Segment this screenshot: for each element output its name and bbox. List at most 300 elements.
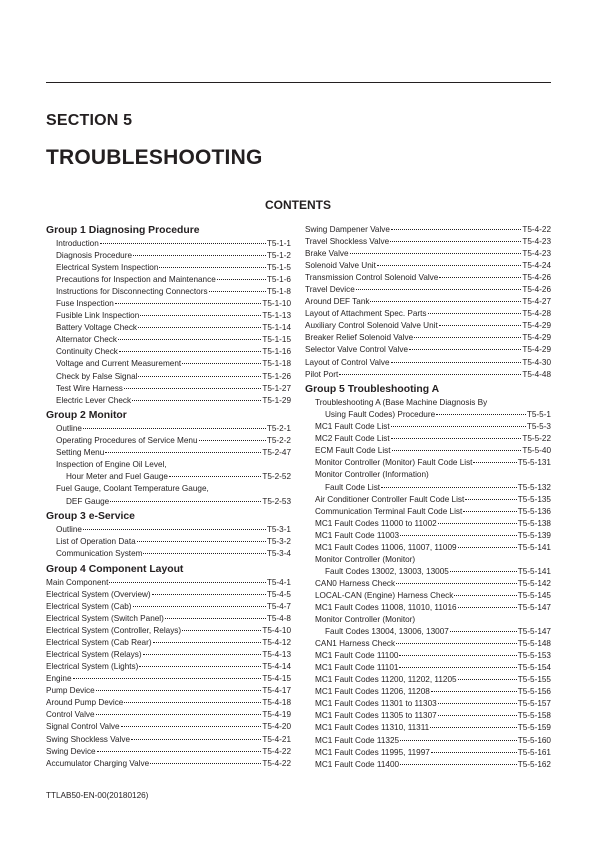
toc-entry-title: DEF Gauge <box>66 496 110 506</box>
dot-leader <box>137 541 266 542</box>
toc-entry-page: T5-1-8 <box>266 287 291 297</box>
toc-entry[interactable] <box>305 457 551 469</box>
toc-entry-title: Electric Lever Check <box>56 395 132 405</box>
toc-entry-page: T5-1-1 <box>266 239 291 248</box>
toc-entry-title: Swing Shockless Valve <box>46 734 131 744</box>
toc-entry-page: T5-5-3 <box>526 422 551 432</box>
toc-entry[interactable] <box>305 578 551 590</box>
toc-entry-title: Using Fault Codes) Procedure <box>325 410 436 420</box>
toc-entry-title: Test Wire Harness <box>56 383 123 393</box>
dot-leader <box>133 606 266 607</box>
toc-entry-title: MC1 Fault Code 11101 <box>315 663 399 673</box>
toc-entry-text: Inspection of Engine Oil Level, <box>56 460 167 470</box>
toc-entry-title: Around DEF Tank <box>305 297 370 307</box>
dot-leader <box>97 751 262 752</box>
toc-entry-page: T5-5-148 <box>517 639 551 649</box>
toc-entry[interactable] <box>305 236 551 248</box>
toc-entry-title: Outline <box>56 424 82 434</box>
toc-entry-title: MC1 Fault Code 11003 <box>315 530 400 540</box>
dot-leader <box>436 414 526 415</box>
toc-entry[interactable] <box>305 698 551 710</box>
dot-leader <box>391 426 526 427</box>
toc-entry[interactable] <box>46 548 291 560</box>
toc-entry-page: T5-4-5 <box>266 589 291 599</box>
dot-leader <box>392 450 522 451</box>
dot-leader <box>121 726 262 727</box>
toc-entry-title: Setting Menu <box>56 448 105 458</box>
toc-entry[interactable] <box>305 284 551 296</box>
dot-leader <box>110 501 261 502</box>
toc-entry-page: T5-5-136 <box>517 506 551 516</box>
toc-entry[interactable] <box>305 224 551 236</box>
toc-entry-title: Signal Control Valve <box>46 722 120 732</box>
toc-entry-title: Pump Device <box>46 686 95 696</box>
toc-group-heading: Group 4 Component Layout <box>46 563 184 575</box>
toc-entry-page: T5-2-47 <box>262 448 291 458</box>
dot-leader <box>458 607 517 608</box>
toc-entry[interactable] <box>46 734 291 746</box>
toc-entry[interactable] <box>305 357 551 369</box>
toc-entry-page: T5-4-27 <box>522 297 551 307</box>
toc-entry[interactable] <box>305 686 551 698</box>
toc-entry-title: Layout of Attachment Spec. Parts <box>305 309 427 319</box>
dot-leader <box>430 727 517 728</box>
toc-entry-page: T5-5-161 <box>517 747 551 757</box>
toc-entry[interactable] <box>305 421 551 433</box>
toc-entry[interactable] <box>46 298 291 310</box>
dot-leader <box>209 291 266 292</box>
toc-entry-page: T5-5-153 <box>517 651 551 661</box>
toc-entry-title: Monitor Controller (Monitor) Fault Code List <box>315 458 473 468</box>
dot-leader <box>182 363 261 364</box>
toc-entry[interactable] <box>46 673 291 685</box>
toc-entry-page: T5-4-26 <box>522 273 551 283</box>
toc-entry[interactable] <box>305 662 551 674</box>
dot-leader <box>83 428 266 429</box>
toc-entry[interactable] <box>46 334 291 346</box>
dot-leader <box>118 339 261 340</box>
toc-entry[interactable] <box>305 590 551 602</box>
toc-entry-title: Fault Code List <box>325 482 381 492</box>
toc-entry-page: T5-1-6 <box>266 275 291 285</box>
toc-entry-text: Monitor Controller (Monitor) <box>315 554 416 564</box>
toc-entry[interactable] <box>305 506 551 518</box>
dot-leader <box>400 740 517 741</box>
toc-entry-title: Electrical System (Cab) <box>46 602 132 611</box>
toc-entry-page: T5-4-19 <box>262 710 291 720</box>
toc-entry[interactable] <box>46 383 291 395</box>
toc-entry[interactable] <box>46 746 291 758</box>
dot-leader <box>199 440 266 441</box>
toc-entry[interactable] <box>305 530 551 542</box>
dot-leader <box>390 241 521 242</box>
toc-entry-title: ECM Fault Code List <box>315 446 391 456</box>
toc-entry-title: CAN0 Harness Check <box>315 578 396 588</box>
toc-entry-title: MC1 Fault Code List <box>315 422 390 432</box>
toc-entry[interactable] <box>46 371 291 383</box>
toc-entry-title: Transmission Control Solenoid Valve <box>305 273 439 283</box>
toc-entry[interactable] <box>46 721 291 733</box>
toc-entry-title: Voltage and Current Measurement <box>56 359 182 369</box>
toc-entry-title: Auxiliary Control Solenoid Valve Unit <box>305 321 438 331</box>
toc-entry-title: MC1 Fault Codes 11995, 11997 <box>315 747 430 757</box>
toc-entry-page: T5-5-158 <box>517 711 551 721</box>
toc-entry[interactable] <box>305 445 551 457</box>
toc-entry-page: T5-4-13 <box>262 650 291 660</box>
toc-entry[interactable] <box>46 286 291 298</box>
toc-entry-page: T5-4-15 <box>262 674 291 684</box>
dot-leader <box>96 690 262 691</box>
toc-entry[interactable] <box>46 423 291 435</box>
toc-entry[interactable] <box>305 332 551 344</box>
toc-entry-page: T5-2-52 <box>262 472 291 482</box>
toc-entry[interactable] <box>305 650 551 662</box>
toc-entry-title: MC1 Fault Codes 11000 to 11002 <box>315 518 437 528</box>
toc-entry[interactable] <box>46 274 291 286</box>
toc-entry[interactable] <box>46 637 291 649</box>
toc-entry-page: T5-5-22 <box>522 434 551 444</box>
toc-entry[interactable] <box>46 250 291 262</box>
dot-leader <box>396 643 517 644</box>
toc-entry-title: MC1 Fault Code 11400 <box>315 759 400 769</box>
dot-leader <box>438 523 517 524</box>
dot-leader <box>431 752 517 753</box>
toc-entry-page: T5-5-162 <box>517 759 551 769</box>
toc-entry-title: Brake Valve <box>305 249 349 259</box>
toc-entry-title: Electrical System Inspection <box>56 263 159 273</box>
toc-entry[interactable] <box>305 518 551 530</box>
dot-leader <box>124 702 261 703</box>
dot-leader <box>381 487 517 488</box>
toc-entry-title: Layout of Control Valve <box>305 357 390 367</box>
toc-entry-title: Battery Voltage Check <box>56 323 138 333</box>
toc-entry-title: Check by False Signal <box>56 371 138 381</box>
toc-entry[interactable] <box>305 542 551 554</box>
toc-entry[interactable] <box>305 248 551 260</box>
toc-entry-page: T5-5-159 <box>517 723 551 733</box>
toc-entry-page: T5-4-21 <box>262 734 291 744</box>
toc-entry-title: Air Conditioner Controller Fault Code List <box>315 494 465 504</box>
toc-entry-page: T5-4-24 <box>522 261 551 271</box>
toc-entry-title: Electrical System (Switch Panel) <box>46 614 164 624</box>
toc-entry[interactable] <box>305 308 551 320</box>
toc-entry-text: Troubleshooting A (Base Machine Diagnosis By <box>315 398 488 408</box>
toc-entry-title: Communication Terminal Fault Code List <box>315 506 463 516</box>
toc-entry-page: T5-5-157 <box>517 699 551 709</box>
toc-entry-title: MC1 Fault Codes 11305 to 11307 <box>315 711 437 721</box>
toc-entry-title: Outline <box>56 525 82 535</box>
toc-entry[interactable] <box>46 601 291 613</box>
toc-entry-page: T5-4-22 <box>262 746 291 756</box>
toc-entry[interactable] <box>305 566 551 578</box>
toc-entry[interactable] <box>46 447 291 459</box>
toc-entry-page: T5-5-132 <box>517 482 551 492</box>
toc-entry-title: Hour Meter and Fuel Gauge <box>66 472 168 482</box>
toc-entry-page: T5-1-5 <box>266 263 291 273</box>
toc-entry-title: Alternator Check <box>56 335 117 345</box>
toc-entry-title: Around Pump Device <box>46 698 124 708</box>
toc-entry[interactable] <box>46 536 291 548</box>
dot-leader <box>153 642 262 643</box>
toc-entry[interactable] <box>305 272 551 284</box>
toc-entry-page: T5-4-48 <box>522 369 551 379</box>
dot-leader <box>473 462 516 463</box>
toc-entry[interactable] <box>46 395 291 407</box>
dot-leader <box>182 630 261 631</box>
toc-entry-page: T5-1-16 <box>262 347 291 357</box>
dot-leader <box>400 535 517 536</box>
toc-entry-page: T5-4-22 <box>262 758 291 768</box>
toc-group-heading: Group 3 e-Service <box>46 511 135 523</box>
toc-entry-title: Electrical System (Lights) <box>46 662 139 672</box>
document-code: TTLAB50-EN-00(20180126) <box>46 791 149 800</box>
dot-leader <box>391 438 522 439</box>
toc-entry-title: MC1 Fault Code 11100 <box>315 651 399 661</box>
dot-leader <box>391 362 522 363</box>
toc-entry-page: T5-4-12 <box>262 638 291 648</box>
toc-entry[interactable] <box>46 496 291 508</box>
toc-entry-page: T5-5-154 <box>517 663 551 673</box>
toc-entry[interactable] <box>305 433 551 445</box>
toc-entry-title: Instructions for Disconnecting Connectors <box>56 287 208 297</box>
toc-entry-page: T5-1-14 <box>262 323 291 333</box>
dot-leader <box>458 679 517 680</box>
dot-leader <box>165 618 266 619</box>
toc-entry-page: T5-4-29 <box>522 321 551 331</box>
toc-entry-title: Electrical System (Overview) <box>46 589 151 599</box>
toc-entry-title: MC2 Fault Code List <box>315 434 390 444</box>
dot-leader <box>124 388 261 389</box>
dot-leader <box>414 337 521 338</box>
toc-entry-title: Solenoid Valve Unit <box>305 261 376 271</box>
toc-entry-page: T5-5-1 <box>526 410 551 420</box>
toc-entry[interactable] <box>46 262 291 274</box>
toc-entry-page: T5-1-2 <box>266 251 291 261</box>
toc-entry[interactable] <box>46 589 291 601</box>
dot-leader <box>438 715 517 716</box>
dot-leader <box>83 529 266 530</box>
toc-entry-page: T5-4-1 <box>266 577 291 587</box>
toc-entry-title: Precautions for Inspection and Maintenance <box>56 275 216 285</box>
toc-entry-title: MC1 Fault Codes 11008, 11010, 11016 <box>315 603 457 612</box>
toc-entry-page: T5-5-40 <box>522 446 551 456</box>
toc-entry-page: T5-4-28 <box>522 309 551 319</box>
toc-entry[interactable] <box>305 482 551 494</box>
toc-entry-page: T5-5-131 <box>517 458 551 468</box>
toc-entry-page: T5-4-10 <box>262 626 291 636</box>
toc-entry-text: Monitor Controller (Monitor) <box>315 615 416 625</box>
dot-leader <box>115 303 262 304</box>
toc-entry[interactable] <box>305 320 551 332</box>
toc-entry-title: MC1 Fault Codes 11006, 11007, 11009 <box>315 542 457 552</box>
toc-entry-title: Fault Codes 13004, 13006, 13007 <box>325 627 449 637</box>
toc-entry-page: T5-1-29 <box>262 395 291 405</box>
toc-entry-page: T5-5-141 <box>517 542 551 552</box>
toc-entry[interactable] <box>46 697 291 709</box>
toc-right-column <box>305 224 551 771</box>
toc-entry-title: Fusible Link Inspection <box>56 311 140 321</box>
toc-entry[interactable] <box>305 344 551 356</box>
toc-entry-page: T5-2-53 <box>262 496 291 506</box>
dot-leader <box>356 289 522 290</box>
toc-entry[interactable] <box>46 661 291 673</box>
toc-entry-title: Electrical System (Relays) <box>46 650 142 660</box>
dot-leader <box>159 267 265 268</box>
toc-entry[interactable] <box>305 296 551 308</box>
toc-entry-title: Selector Valve Control Valve <box>305 345 408 355</box>
toc-entry[interactable] <box>46 358 291 370</box>
toc-entry[interactable] <box>305 494 551 506</box>
toc-entry[interactable] <box>46 310 291 322</box>
toc-entry-page: T5-4-23 <box>522 237 551 247</box>
toc-entry[interactable] <box>305 602 551 614</box>
toc-entry-title: Swing Dampener Valve <box>305 225 390 234</box>
toc-entry-page: T5-1-15 <box>262 335 291 345</box>
dot-leader <box>143 654 262 655</box>
toc-entry-title: MC1 Fault Codes 11206, 11208 <box>315 687 430 697</box>
dot-leader <box>465 499 517 500</box>
toc-entry[interactable] <box>305 735 551 747</box>
toc-entry[interactable] <box>305 638 551 650</box>
toc-entry-page: T5-3-1 <box>266 525 291 535</box>
page-title: TROUBLESHOOTING <box>46 146 263 169</box>
toc-entry-title: Pilot Port <box>305 369 339 379</box>
toc-entry[interactable] <box>46 524 291 536</box>
dot-leader <box>138 376 261 377</box>
toc-entry[interactable] <box>46 685 291 697</box>
toc-entry-page: T5-4-22 <box>522 225 551 234</box>
toc-entry-page: T5-5-155 <box>517 675 551 685</box>
dot-leader <box>96 714 262 715</box>
toc-entry[interactable] <box>305 674 551 686</box>
dot-leader <box>140 315 261 316</box>
toc-entry[interactable] <box>46 649 291 661</box>
dot-leader <box>454 595 516 596</box>
toc-entry-page: T5-4-23 <box>522 249 551 259</box>
toc-entry-page: T5-4-17 <box>262 686 291 696</box>
toc-entry-title: Electrical System (Cab Rear) <box>46 638 152 648</box>
toc-entry-title: CAN1 Harness Check <box>315 639 396 649</box>
dot-leader <box>133 255 266 256</box>
toc-entry-title: Swing Device <box>46 746 96 756</box>
toc-entry-title: MC1 Fault Codes 11301 to 11303 <box>315 699 437 709</box>
toc-entry-page: T5-1-18 <box>262 359 291 369</box>
toc-entry-title: Control Valve <box>46 710 95 720</box>
toc-entry-title: Fault Codes 13002, 13003, 13005 <box>325 566 449 576</box>
toc-entry-page: T5-4-20 <box>262 722 291 732</box>
dot-leader <box>450 571 517 572</box>
toc-entry-page: T5-4-7 <box>266 602 291 611</box>
toc-entry[interactable] <box>305 409 551 421</box>
toc-entry-title: Travel Device <box>305 285 355 295</box>
toc-entry-page: T5-5-145 <box>517 590 551 600</box>
toc-entry-title: Breaker Relief Solenoid Valve <box>305 333 414 343</box>
toc-entry[interactable] <box>46 625 291 637</box>
section-label: SECTION 5 <box>46 112 133 129</box>
contents-heading: CONTENTS <box>265 198 331 212</box>
dot-leader <box>109 582 266 583</box>
dot-leader <box>396 583 517 584</box>
dot-leader <box>377 265 521 266</box>
toc-entry-page: T5-5-138 <box>517 518 551 528</box>
dot-leader <box>463 511 516 512</box>
dot-leader <box>152 594 266 595</box>
toc-entry-page: T5-5-147 <box>517 627 551 637</box>
toc-entry-title: Communication System <box>56 549 143 559</box>
toc-entry-page: T5-5-141 <box>517 566 551 576</box>
toc-entry-page: T5-2-2 <box>266 436 291 446</box>
toc-entry[interactable] <box>305 722 551 734</box>
toc-left-column <box>46 224 291 770</box>
toc-entry-page: T5-2-1 <box>266 424 291 434</box>
toc-entry[interactable] <box>46 613 291 625</box>
toc-entry[interactable] <box>46 758 291 770</box>
toc-entry[interactable] <box>46 577 291 589</box>
dot-leader <box>370 301 521 302</box>
dot-leader <box>105 452 261 453</box>
dot-leader <box>431 691 517 692</box>
dot-leader <box>439 277 521 278</box>
toc-entry[interactable] <box>305 626 551 638</box>
toc-entry-page: T5-4-29 <box>522 345 551 355</box>
toc-entry[interactable] <box>46 435 291 447</box>
dot-leader <box>217 279 266 280</box>
toc-entry-page: T5-3-4 <box>266 549 291 559</box>
toc-entry-page: T5-1-10 <box>262 299 291 309</box>
toc-entry-page: T5-4-18 <box>262 698 291 708</box>
dot-leader <box>119 351 261 352</box>
toc-entry-page: T5-4-30 <box>522 357 551 367</box>
toc-entry-title: MC1 Fault Codes 11310, 11311 <box>315 723 430 733</box>
toc-entry[interactable] <box>46 471 291 483</box>
toc-entry-title: Travel Shockless Valve <box>305 237 390 247</box>
toc-entry[interactable] <box>46 322 291 334</box>
toc-entry-title: Engine <box>46 674 72 684</box>
toc-entry-page: T5-5-156 <box>517 687 551 697</box>
toc-entry[interactable] <box>305 747 551 759</box>
toc-entry-title: List of Operation Data <box>56 537 136 547</box>
dot-leader <box>73 678 262 679</box>
toc-entry-title: MC1 Fault Code 11325 <box>315 735 400 745</box>
dot-leader <box>139 666 261 667</box>
toc-entry-title: Fuse Inspection <box>56 299 114 309</box>
dot-leader <box>138 327 261 328</box>
toc-entry-title: Operating Procedures of Service Menu <box>56 436 198 446</box>
dot-leader <box>131 739 261 740</box>
toc-entry-text: Fuel Gauge, Coolant Temperature Gauge, <box>56 484 209 494</box>
toc-entry[interactable] <box>305 260 551 272</box>
toc-entry[interactable] <box>305 369 551 381</box>
toc-entry[interactable] <box>305 710 551 722</box>
toc-entry-title: MC1 Fault Codes 11200, 11202, 11205 <box>315 675 457 685</box>
toc-entry[interactable] <box>305 759 551 771</box>
dot-leader <box>438 703 517 704</box>
toc-entry[interactable] <box>46 709 291 721</box>
toc-entry-page: T5-1-13 <box>262 311 291 321</box>
dot-leader <box>169 476 261 477</box>
toc-entry-page: T5-4-29 <box>522 333 551 343</box>
dot-leader <box>458 547 517 548</box>
dot-leader <box>400 764 517 765</box>
dot-leader <box>409 349 521 350</box>
toc-group-heading: Group 5 Troubleshooting A <box>305 384 440 396</box>
dot-leader <box>132 400 261 401</box>
toc-entry[interactable] <box>46 238 291 250</box>
toc-entry[interactable] <box>46 346 291 358</box>
dot-leader <box>439 325 522 326</box>
toc-entry-page: T5-4-14 <box>262 662 291 672</box>
toc-entry-page: T5-5-147 <box>517 603 551 612</box>
